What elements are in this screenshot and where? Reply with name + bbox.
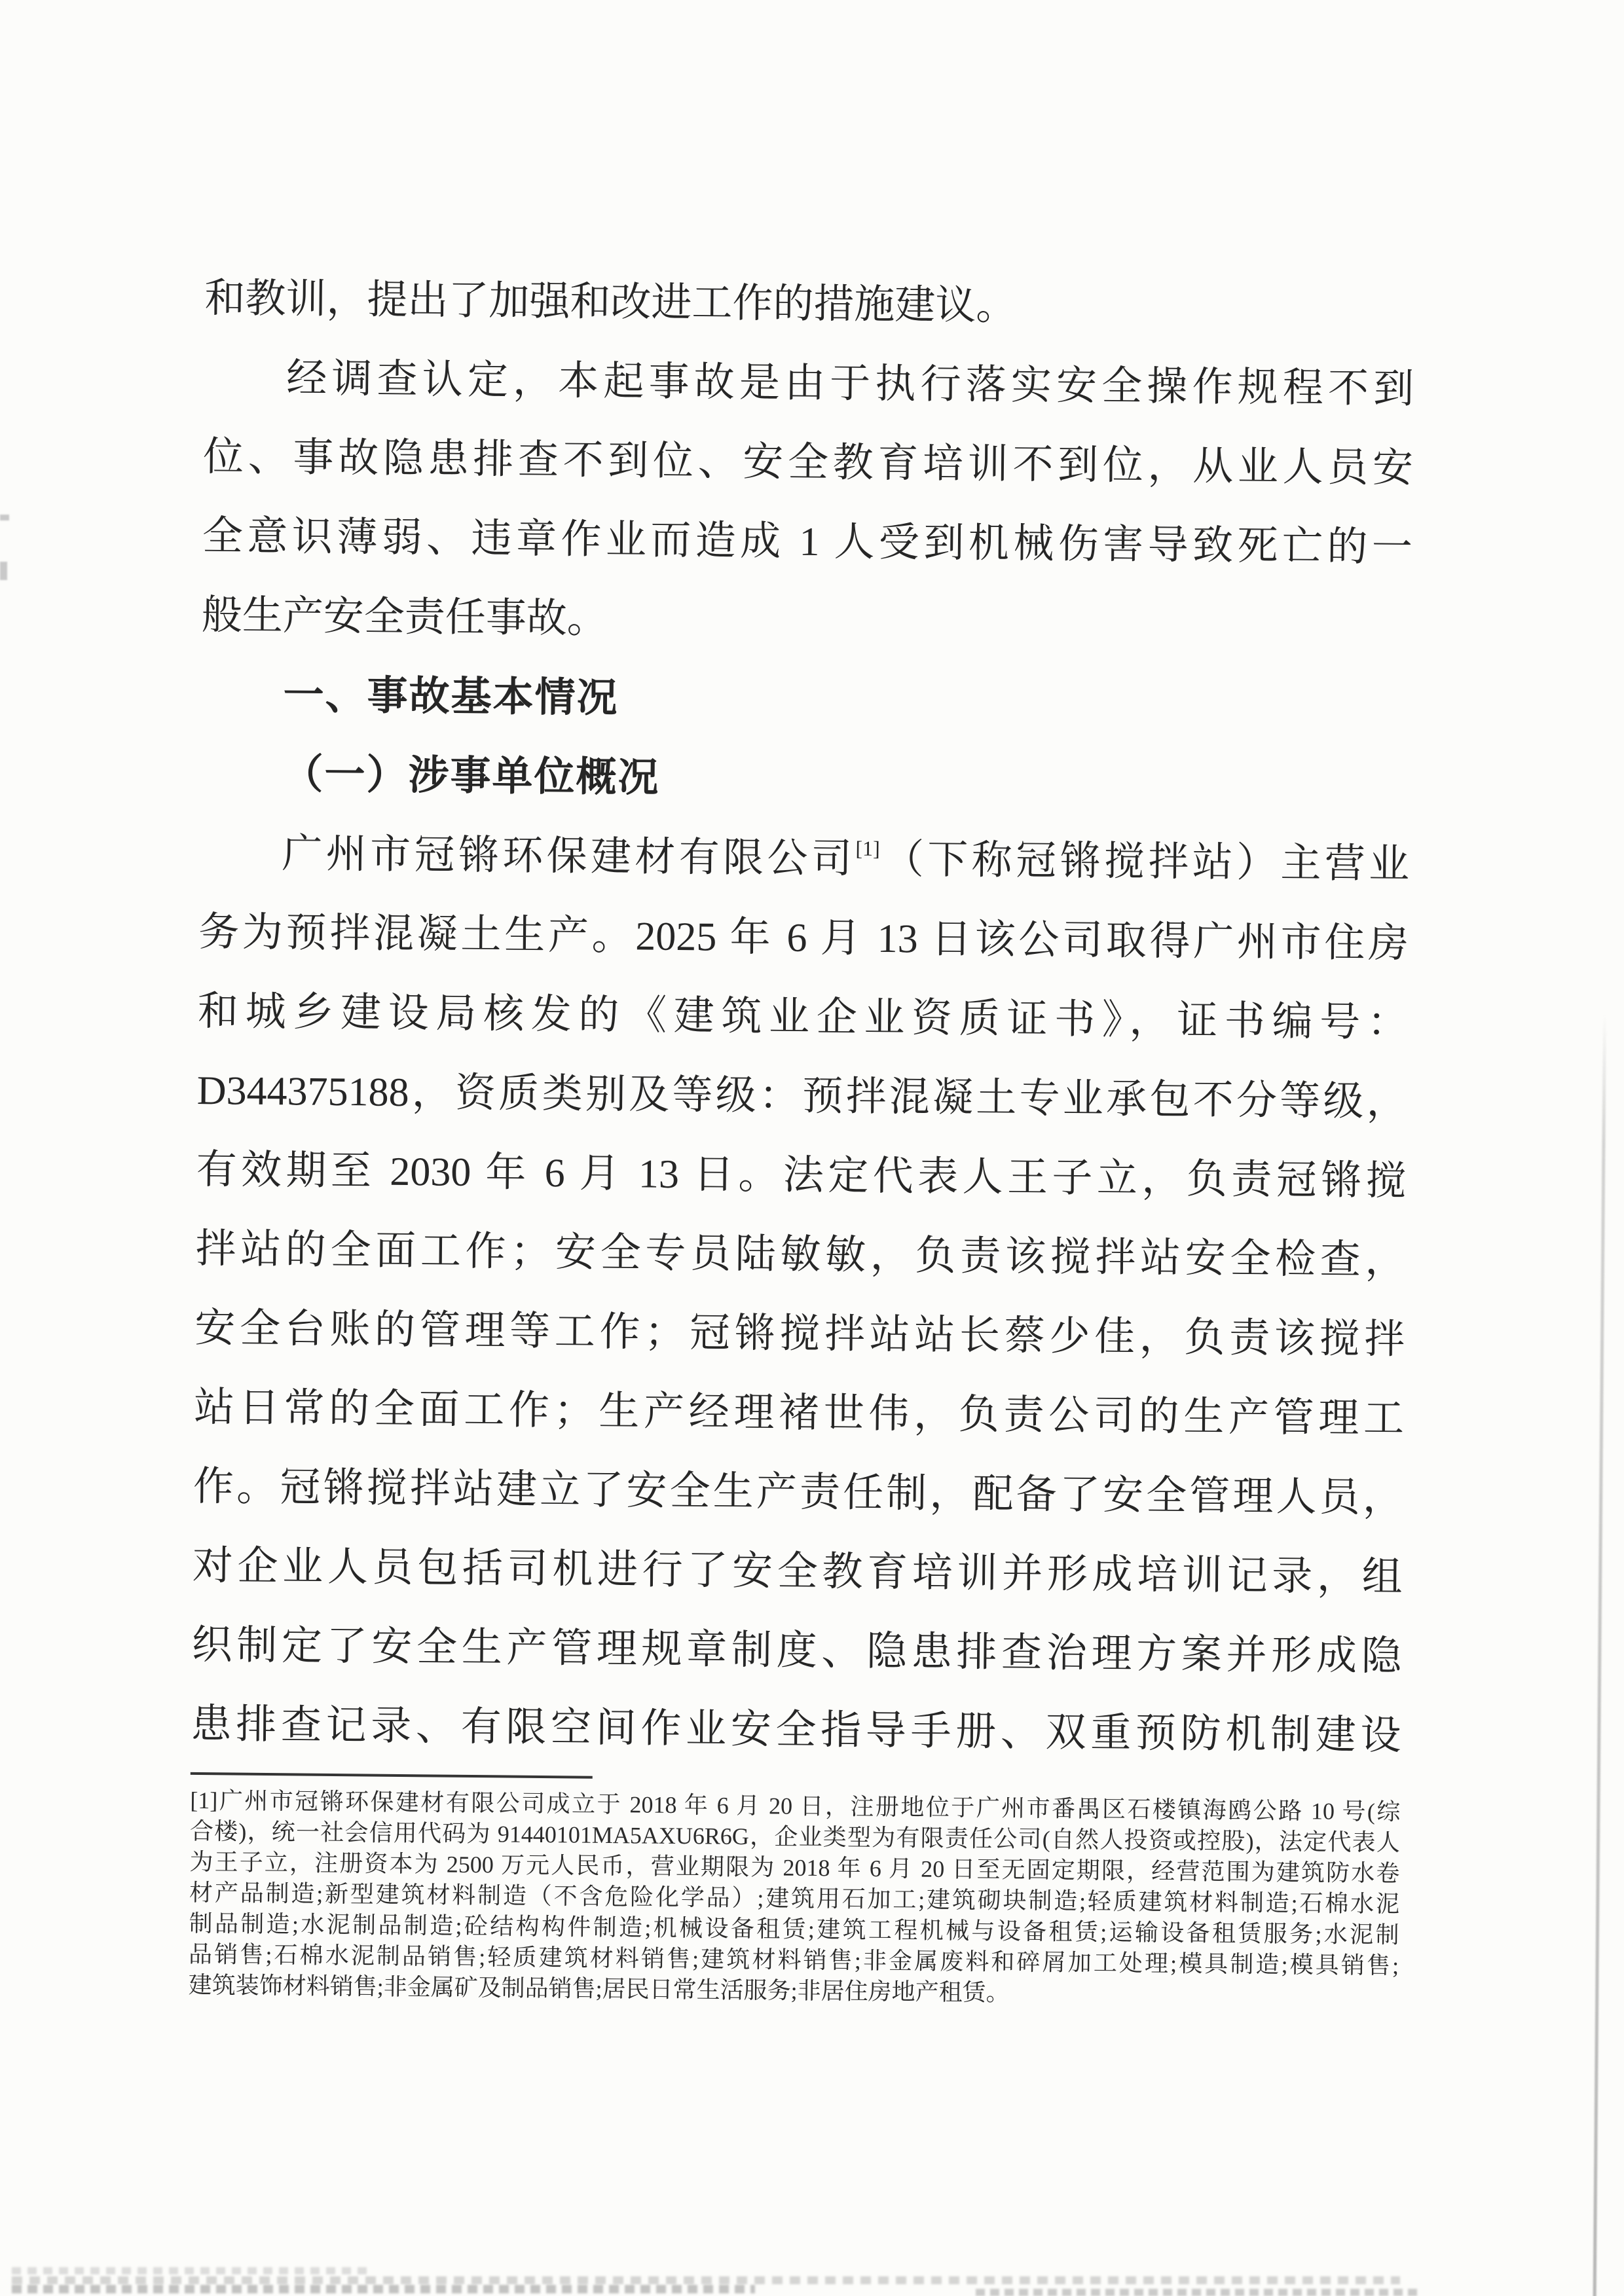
scan-margin-mark xyxy=(0,515,9,520)
subsection-heading-1-1: （一）涉事单位概况 xyxy=(282,752,660,801)
paragraph3-line11: 织制定了安全生产管理规章制度、隐患排查治理方案并形成隐 xyxy=(191,1622,1402,1679)
paragraph3-line12: 患排查记录、有限空间作业安全指导手册、双重预防机制建设 xyxy=(191,1702,1401,1758)
footnote-reference-marker: [1] xyxy=(855,836,880,860)
paragraph2-line1: 经调查认定，本起事故是由于执行落实安全操作规程不到 xyxy=(286,356,1414,412)
page-bottom-bleedthrough-text xyxy=(12,2276,1400,2284)
scanned-page-edge-line xyxy=(1593,1015,1606,2296)
footnote-line3: 为王子立，注册资本为 2500 万元人民币，营业期限为 2018 年 6 月 20 日至无固定期限，经营范围为建筑防水卷 xyxy=(189,1848,1400,1887)
footnote-line5: 制品制造;水泥制品制造;砼结构构件制造;机械设备租赁;建筑工程机械与设备租赁;运输设备租赁服务;水泥制 xyxy=(189,1910,1399,1948)
paragraph3-line5: 有效期至 2030 年 6 月 13 日。法定代表人王子立，负责冠锵搅 xyxy=(196,1147,1407,1204)
paragraph2-line2: 位、事故隐患排查不到位、安全教育培训不到位，从业人员安 xyxy=(202,434,1414,491)
paragraph1-last-line: 和教训，提出了加强和改进工作的措施建议。 xyxy=(204,276,1017,329)
footnote-line7: 建筑装饰材料销售;非金属矿及制品销售;居民日常生活服务;非居住房地产租赁。 xyxy=(188,1971,1010,2006)
footnote-line1: [1]广州市冠锵环保建材有限公司成立于 2018 年 6 月 20 日，注册地位于广州市番禺区石楼镇海鸥公路 10 号(综 xyxy=(190,1787,1401,1825)
company-name: 广州市冠锵环保建材有限公司 xyxy=(281,831,856,882)
footnote-line4: 材产品制造;新型建筑材料制造（不含危险化学品）;建筑用石加工;建筑砌块制造;轻质建筑材料制造;石棉水泥 xyxy=(189,1879,1400,1918)
paragraph3-line1 xyxy=(199,814,1410,905)
footnote-line2: 合楼)，统一社会信用代码为 91440101MA5AXU6R6G，企业类型为有限责任公司(自然人投资或控股)，法定代表人 xyxy=(189,1817,1401,1856)
paragraph3-line6: 拌站的全面工作；安全专员陆敏敏，负责该搅拌站安全检查， xyxy=(195,1226,1406,1283)
document-text-block xyxy=(188,259,1414,2013)
company-alias: （下称冠锵搅拌站）主营业 xyxy=(879,837,1410,887)
page-bottom-bleedthrough-text xyxy=(12,2285,755,2293)
paragraph2-line3: 全意识薄弱、违章作业而造成 1 人受到机械伤害导致死亡的一 xyxy=(202,513,1413,570)
paragraph3-line8: 站日常的全面工作；生产经理褚世伟，负责公司的生产管理工 xyxy=(193,1385,1405,1442)
paragraph3-line3: 和城乡建设局核发的《建筑业企业资质证书》，证书编号： xyxy=(197,989,1409,1046)
paragraph3-line4: D344375188，资质类别及等级：预拌混凝土专业承包不分等级， xyxy=(196,1068,1408,1125)
page-bottom-bleedthrough-text xyxy=(12,2267,369,2274)
footnote-separator-rule xyxy=(191,1772,593,1779)
page-bottom-bleedthrough-text xyxy=(976,2289,1421,2296)
paragraph3-line9: 作。冠锵搅拌站建立了安全生产责任制，配备了安全管理人员， xyxy=(193,1464,1404,1521)
footnote-line6: 品销售;石棉水泥制品销售;轻质建筑材料销售;建筑材料销售;非金属废料和碎屑加工处理;模具制造;模具销售; xyxy=(188,1941,1399,1979)
scan-margin-mark xyxy=(0,562,7,580)
paragraph3-line10: 对企业人员包括司机进行了安全教育培训并形成培训记录，组 xyxy=(192,1543,1403,1600)
paragraph3-line2: 务为预拌混凝土生产。2025 年 6 月 13 日该公司取得广州市住房 xyxy=(198,909,1409,966)
section-heading-1: 一、事故基本情况 xyxy=(283,673,619,721)
paragraph2-line4: 般生产安全责任事故。 xyxy=(201,592,608,642)
paragraph3-line7: 安全台账的管理等工作；冠锵搅拌站站长蔡少佳，负责该搅拌 xyxy=(194,1305,1405,1362)
